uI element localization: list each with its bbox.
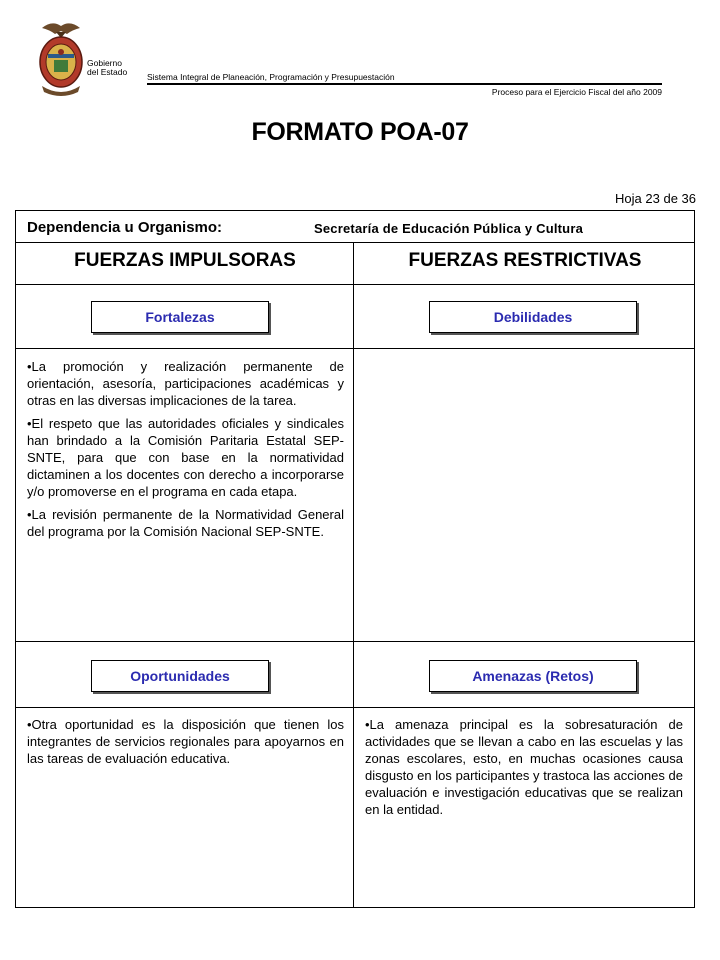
fortaleza-item-1: •La promoción y realización permanente de orientación, asesoría, participaciones académicas y otras en las diversas implicaciones de la tarea. xyxy=(27,359,344,408)
row-divider-3 xyxy=(16,707,694,708)
page-number: Hoja 23 de 36 xyxy=(615,191,696,206)
fuerzas-impulsoras-heading: FUERZAS IMPULSORAS xyxy=(74,250,296,271)
amenazas-label: Amenazas (Retos) xyxy=(429,660,637,692)
row-divider-1 xyxy=(16,348,694,349)
dependencia-value: Secretaría de Educación Pública y Cultura xyxy=(314,221,584,236)
proceso-subtitle: Proceso para el Ejercicio Fiscal del año 2009 xyxy=(491,87,662,97)
state-seal-logo xyxy=(36,18,86,96)
header-rule xyxy=(147,83,662,85)
dependencia-row xyxy=(16,211,694,243)
oportunidades-list xyxy=(27,716,344,773)
debilidades-label: Debilidades xyxy=(429,301,637,333)
row-divider-2 xyxy=(16,641,694,642)
fortalezas-list xyxy=(27,358,344,546)
oportunidad-item-1: •Otra oportunidad es la disposición que tienen los integrantes de servicios regionales para apoyarnos en las tareas de evaluación educativa. xyxy=(27,717,344,766)
forces-header-row xyxy=(16,242,694,285)
amenazas-list xyxy=(365,716,683,824)
foda-table xyxy=(15,210,695,908)
page-title: FORMATO POA-07 xyxy=(251,118,469,146)
gobierno-line2: del Estado xyxy=(87,67,128,77)
fortaleza-item-3: •La revisión permanente de la Normatividad General del programa por la Comisión Nacional SEP-SNTE. xyxy=(27,507,344,539)
gobierno-label xyxy=(87,59,127,77)
amenaza-item-1: •La amenaza principal es la sobresaturación de actividades que se llevan a cabo en las escuelas y las zonas escolares, esto, en muchas ocasiones causa disgusto en los participantes y trastoca las acciones de evaluación e investigación educativas que se realizan en la entidad. xyxy=(365,717,683,817)
oportunidades-label: Oportunidades xyxy=(91,660,269,692)
sistema-title: Sistema Integral de Planeación, Programación y Presupuestación xyxy=(147,72,395,82)
gobierno-line1: Gobierno xyxy=(87,58,122,68)
fuerzas-restrictivas-heading: FUERZAS RESTRICTIVAS xyxy=(408,250,642,271)
dependencia-label: Dependencia u Organismo: xyxy=(27,219,223,236)
column-divider xyxy=(353,242,354,908)
fortalezas-label: Fortalezas xyxy=(91,301,269,333)
fortaleza-item-2: •El respeto que las autoridades oficiales y sindicales han brindado a la Comisión Paritaria Estatal SEP-SNTE, para que con base en la normatividad dictaminen a los docentes con derecho a incorporarse y/o promoverse en el programa en cada etapa. xyxy=(27,416,344,499)
